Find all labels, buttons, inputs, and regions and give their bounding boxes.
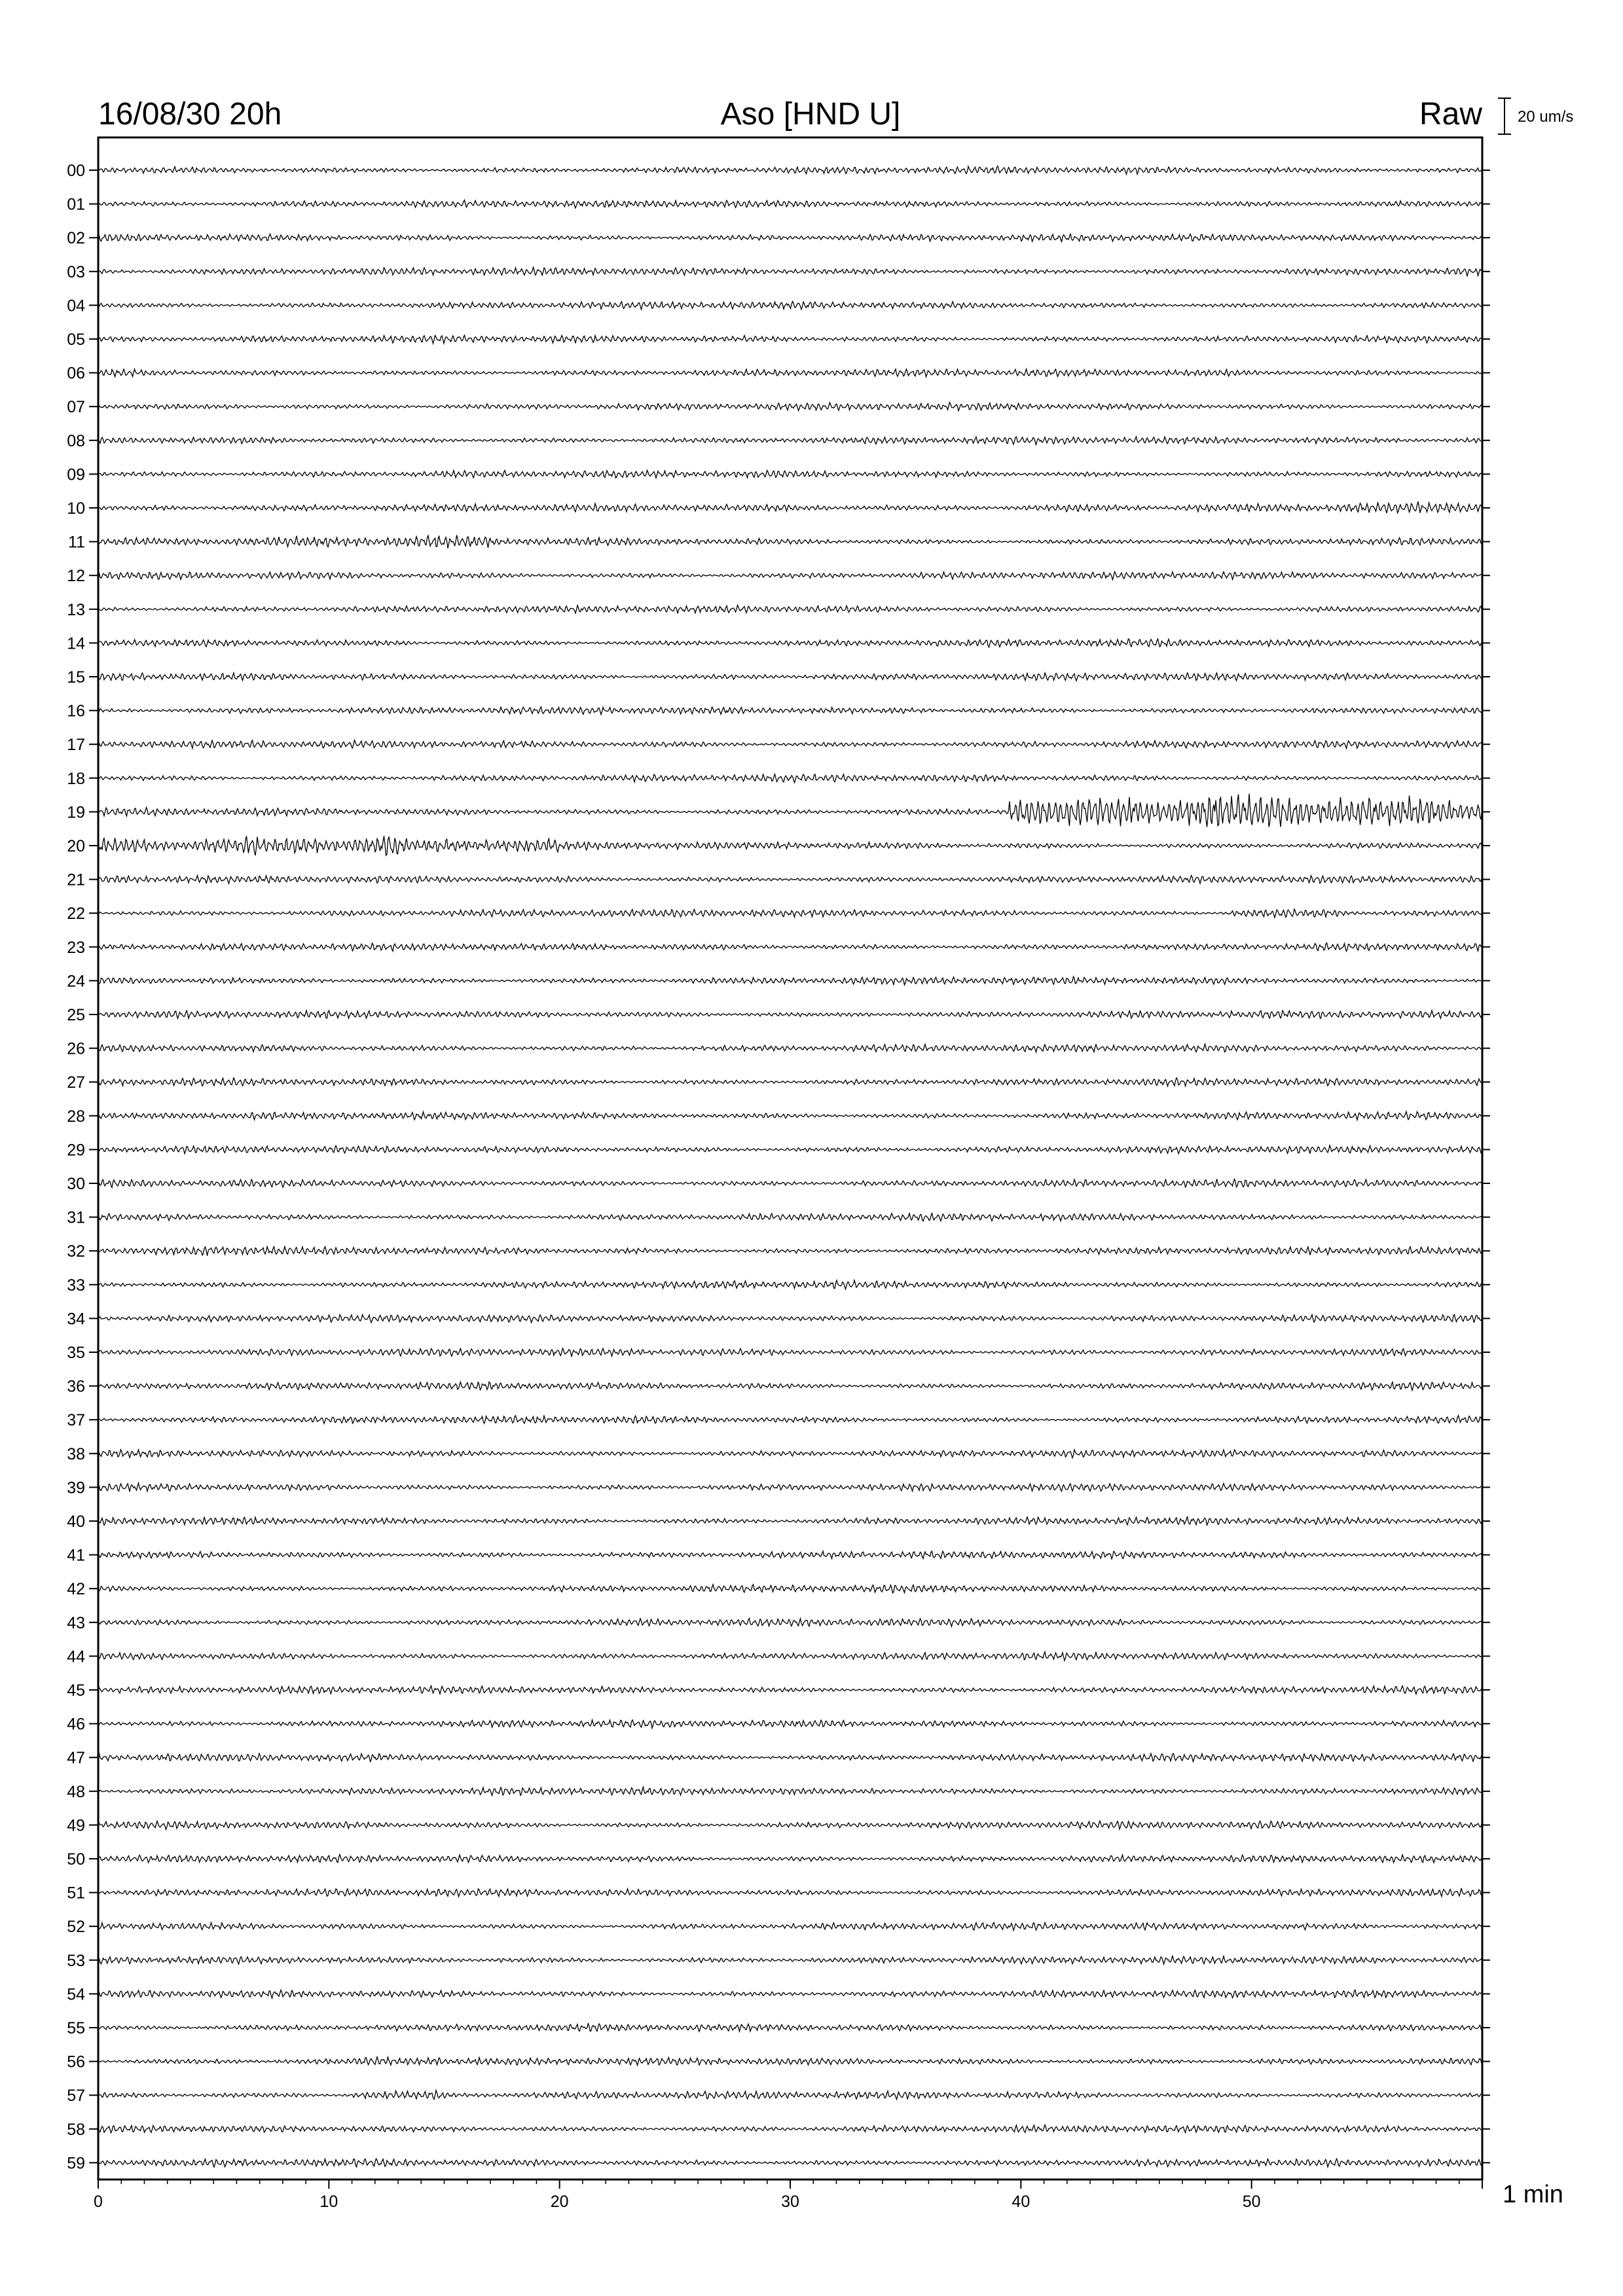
row-label-41: 41 <box>67 1546 85 1565</box>
row-label-21: 21 <box>67 870 85 889</box>
trace-21 <box>98 876 1482 884</box>
trace-54 <box>98 1990 1482 1998</box>
trace-45 <box>98 1686 1482 1695</box>
scale-bar <box>1498 98 1573 134</box>
mode-label: Raw <box>1419 97 1482 132</box>
x-tick-label-20: 20 <box>550 2193 569 2211</box>
row-label-40: 40 <box>67 1513 85 1531</box>
trace-02 <box>98 234 1482 242</box>
trace-23 <box>98 943 1482 952</box>
trace-22 <box>98 909 1482 918</box>
station-title: Aso [HND U] <box>720 97 901 132</box>
row-label-00: 00 <box>67 162 85 180</box>
trace-39 <box>98 1483 1482 1492</box>
row-label-36: 36 <box>67 1377 85 1396</box>
trace-59 <box>98 2159 1482 2167</box>
x-tick-label-10: 10 <box>319 2193 338 2211</box>
trace-31 <box>98 1213 1482 1221</box>
trace-43 <box>98 1619 1482 1626</box>
trace-01 <box>98 200 1482 208</box>
row-label-50: 50 <box>67 1850 85 1869</box>
trace-15 <box>98 673 1482 681</box>
trace-00 <box>98 166 1482 174</box>
row-label-10: 10 <box>67 499 85 518</box>
row-label-42: 42 <box>67 1580 85 1599</box>
trace-33 <box>98 1280 1482 1289</box>
trace-36 <box>98 1382 1482 1390</box>
row-label-20: 20 <box>67 837 85 855</box>
row-label-12: 12 <box>67 567 85 586</box>
trace-30 <box>98 1179 1482 1187</box>
row-label-27: 27 <box>67 1073 85 1092</box>
row-label-55: 55 <box>67 2019 85 2037</box>
trace-38 <box>98 1450 1482 1458</box>
trace-09 <box>98 471 1482 478</box>
row-label-14: 14 <box>67 634 85 653</box>
trace-29 <box>98 1145 1482 1154</box>
row-label-23: 23 <box>67 938 85 957</box>
row-label-15: 15 <box>67 668 85 687</box>
row-label-01: 01 <box>67 195 85 214</box>
x-tick-label-40: 40 <box>1012 2193 1030 2211</box>
row-label-59: 59 <box>67 2154 85 2173</box>
row-label-38: 38 <box>67 1444 85 1463</box>
trace-07 <box>98 403 1482 411</box>
row-label-04: 04 <box>67 296 85 315</box>
trace-20 <box>98 836 1482 855</box>
row-label-16: 16 <box>67 702 85 721</box>
row-label-22: 22 <box>67 905 85 924</box>
row-label-25: 25 <box>67 1006 85 1024</box>
trace-48 <box>98 1787 1482 1795</box>
row-label-17: 17 <box>67 736 85 755</box>
trace-16 <box>98 707 1482 715</box>
trace-55 <box>98 2023 1482 2032</box>
row-label-08: 08 <box>67 431 85 450</box>
row-label-58: 58 <box>67 2120 85 2139</box>
row-label-49: 49 <box>67 1816 85 1835</box>
trace-52 <box>98 1922 1482 1930</box>
trace-rows <box>67 162 1490 2172</box>
trace-47 <box>98 1753 1482 1762</box>
row-label-48: 48 <box>67 1782 85 1801</box>
trace-14 <box>98 639 1482 647</box>
row-label-37: 37 <box>67 1411 85 1430</box>
row-label-46: 46 <box>67 1715 85 1734</box>
row-label-35: 35 <box>67 1344 85 1362</box>
trace-05 <box>98 335 1482 344</box>
row-label-03: 03 <box>67 262 85 281</box>
scale-bar-label: 20 um/s <box>1518 108 1574 126</box>
trace-24 <box>98 977 1482 985</box>
x-tick-label-30: 30 <box>781 2193 799 2211</box>
trace-18 <box>98 774 1482 783</box>
row-label-51: 51 <box>67 1884 85 1903</box>
row-label-45: 45 <box>67 1681 85 1700</box>
trace-57 <box>98 2090 1482 2100</box>
row-label-05: 05 <box>67 331 85 349</box>
row-label-34: 34 <box>67 1310 85 1329</box>
trace-44 <box>98 1652 1482 1661</box>
row-label-57: 57 <box>67 2087 85 2106</box>
row-label-07: 07 <box>67 398 85 417</box>
trace-50 <box>98 1854 1482 1863</box>
datetime-label: 16/08/30 20h <box>98 97 282 132</box>
row-label-26: 26 <box>67 1039 85 1058</box>
plot-frame <box>98 137 1482 2179</box>
row-label-53: 53 <box>67 1951 85 1970</box>
trace-56 <box>98 2057 1482 2066</box>
row-label-31: 31 <box>67 1208 85 1227</box>
trace-40 <box>98 1516 1482 1525</box>
trace-51 <box>98 1888 1482 1897</box>
trace-17 <box>98 740 1482 749</box>
row-label-18: 18 <box>67 769 85 788</box>
trace-06 <box>98 369 1482 377</box>
trace-34 <box>98 1314 1482 1323</box>
trace-13 <box>98 605 1482 614</box>
trace-28 <box>98 1111 1482 1120</box>
trace-42 <box>98 1585 1482 1593</box>
trace-04 <box>98 302 1482 310</box>
row-label-56: 56 <box>67 2053 85 2072</box>
row-label-44: 44 <box>67 1647 85 1666</box>
trace-32 <box>98 1247 1482 1256</box>
row-label-52: 52 <box>67 1918 85 1937</box>
trace-53 <box>98 1956 1482 1964</box>
row-label-30: 30 <box>67 1175 85 1193</box>
row-label-19: 19 <box>67 803 85 822</box>
row-label-06: 06 <box>67 364 85 383</box>
row-label-24: 24 <box>67 972 85 991</box>
trace-03 <box>98 267 1482 276</box>
x-tick-label-0: 0 <box>94 2193 103 2211</box>
trace-08 <box>98 437 1482 444</box>
row-label-39: 39 <box>67 1479 85 1498</box>
trace-10 <box>98 501 1482 513</box>
trace-11 <box>98 535 1482 548</box>
row-label-13: 13 <box>67 600 85 619</box>
trace-35 <box>98 1348 1482 1357</box>
row-label-33: 33 <box>67 1276 85 1295</box>
trace-25 <box>98 1011 1482 1018</box>
row-label-09: 09 <box>67 465 85 484</box>
row-label-29: 29 <box>67 1141 85 1160</box>
trace-27 <box>98 1078 1482 1086</box>
row-label-32: 32 <box>67 1242 85 1261</box>
row-label-11: 11 <box>68 533 85 552</box>
row-label-43: 43 <box>67 1613 85 1632</box>
trace-49 <box>98 1821 1482 1829</box>
trace-19 <box>98 794 1482 827</box>
x-axis <box>94 2179 1482 2211</box>
row-label-47: 47 <box>67 1749 85 1768</box>
trace-41 <box>98 1551 1482 1559</box>
trace-26 <box>98 1044 1482 1052</box>
row-label-54: 54 <box>67 1985 85 2004</box>
trace-12 <box>98 572 1482 580</box>
x-tick-label-50: 50 <box>1242 2193 1261 2211</box>
trace-46 <box>98 1720 1482 1729</box>
trace-37 <box>98 1416 1482 1424</box>
x-unit-label: 1 min <box>1503 2181 1563 2208</box>
trace-58 <box>98 2125 1482 2132</box>
row-label-28: 28 <box>67 1107 85 1126</box>
row-label-02: 02 <box>67 229 85 248</box>
